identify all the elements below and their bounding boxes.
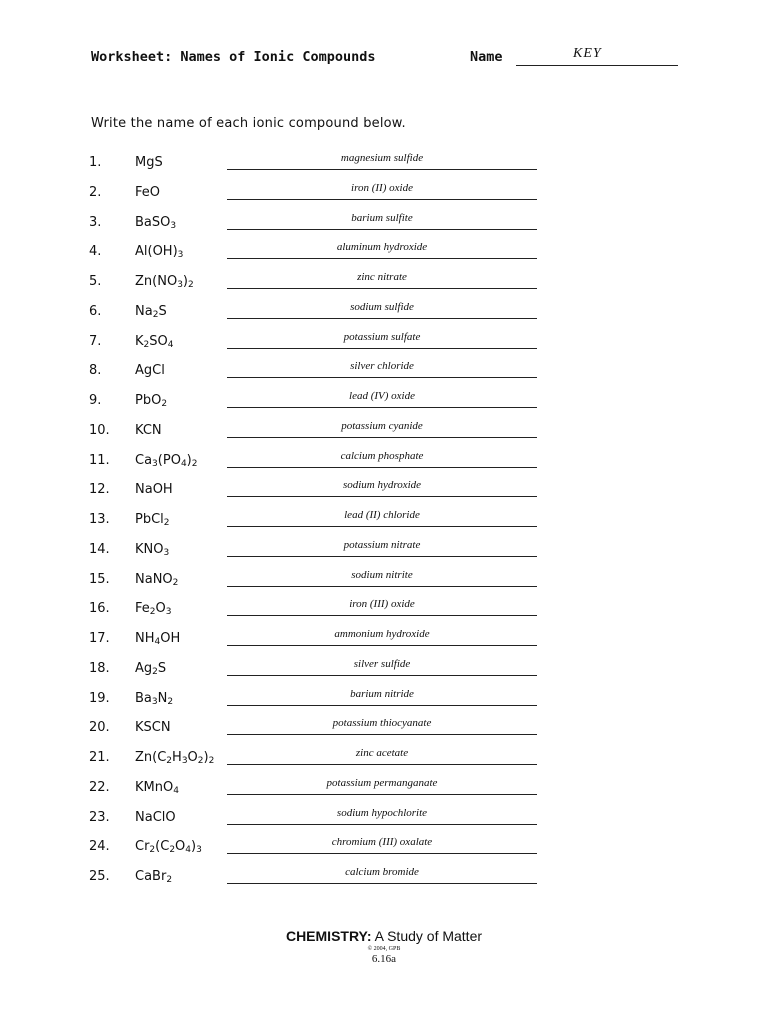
list-item [0, 745, 768, 775]
answer-line [227, 318, 537, 319]
list-item [0, 358, 768, 388]
item-formula: CaBr$_2$ [135, 869, 173, 885]
item-answer: potassium nitrate [343, 538, 421, 551]
item-number: 18. [89, 660, 110, 676]
item-number: 12. [89, 482, 110, 498]
item-answer: lead (II) chloride [344, 509, 420, 521]
item-number: 23. [89, 809, 110, 825]
item-number: 8. [89, 363, 102, 379]
item-formula: KMnO$_4$ [135, 779, 179, 796]
item-answer: silver sulfide [353, 657, 411, 670]
list-item [0, 537, 768, 567]
item-formula: $Ag_2S$ [135, 660, 167, 677]
item-formula: MgS [135, 155, 163, 170]
item-answer: potassium permanganate [326, 776, 438, 789]
item-formula: $Na_2S$ [135, 303, 167, 320]
item-number: 2. [89, 184, 102, 200]
list-item [0, 388, 768, 418]
answer-line [227, 496, 537, 497]
list-item [0, 299, 768, 329]
item-number: 21. [89, 750, 110, 765]
item-formula: $NH_4OH$ [135, 631, 181, 647]
list-item [0, 477, 768, 507]
item-number: 17. [89, 631, 110, 646]
list-item [0, 775, 768, 805]
item-formula: $Ca_3(PO_4)_2$ [135, 452, 198, 469]
item-answer: iron (III) oxide [349, 598, 415, 611]
item-answer: sodium hypochlorite [336, 806, 428, 819]
answer-line [227, 824, 537, 825]
answer-line [227, 883, 537, 884]
item-answer: aluminum hydroxide [336, 241, 428, 254]
answer-line [227, 526, 537, 527]
list-item [0, 567, 768, 597]
item-number: 13. [89, 512, 110, 527]
answer-line [227, 467, 537, 468]
list-item [0, 834, 768, 864]
item-number: 6. [89, 303, 102, 319]
compound-list [0, 150, 768, 894]
list-item [0, 448, 768, 478]
item-answer: zinc nitrate [357, 271, 407, 283]
item-answer: potassium thiocyanate [332, 717, 432, 730]
item-formula: KSCN [135, 720, 171, 736]
answer-line [227, 377, 537, 378]
item-formula: NaClO [135, 809, 176, 825]
item-formula: $Cr_2(C_2O_4)_3$ [135, 839, 202, 856]
answer-line [227, 169, 537, 170]
item-answer: potassium sulfate [343, 330, 421, 343]
item-number: 3. [89, 214, 102, 230]
item-number: 9. [89, 393, 102, 408]
item-formula: KCN [135, 422, 162, 438]
item-number: 5. [89, 274, 102, 289]
item-answer: barium nitride [350, 687, 414, 700]
item-number: 14. [89, 541, 110, 557]
list-item [0, 180, 768, 210]
list-item [0, 656, 768, 686]
item-answer: sodium sulfide [350, 300, 414, 313]
list-item [0, 596, 768, 626]
worksheet-title: Worksheet: Names of Ionic Compounds [91, 49, 376, 65]
answer-line [227, 675, 537, 676]
name-underline [516, 65, 678, 66]
brand-bold: CHEMISTRY: [285, 928, 372, 944]
list-item [0, 239, 768, 269]
item-formula: FeO [135, 184, 160, 200]
item-number: 20. [89, 720, 110, 736]
answer-line [227, 794, 537, 795]
item-answer: chromium (III) oxalate [331, 836, 433, 849]
item-answer: lead (IV) oxide [349, 390, 415, 402]
answer-line [227, 705, 537, 706]
item-formula: $K_2SO_4$ [135, 333, 174, 350]
item-formula: $Al(OH)_3$ [135, 244, 184, 261]
list-item [0, 715, 768, 745]
answer-line [227, 734, 537, 735]
list-item [0, 150, 768, 180]
footer [0, 928, 768, 965]
name-label: Name [470, 49, 503, 65]
item-answer: calcium bromide [345, 866, 419, 878]
item-number: 19. [89, 690, 110, 706]
answer-line [227, 348, 537, 349]
item-formula: PbCl$_2$ [135, 512, 170, 528]
item-number: 16. [89, 601, 110, 617]
item-formula: NaOH [135, 482, 173, 498]
item-answer: calcium phosphate [340, 449, 424, 462]
answer-line [227, 437, 537, 438]
item-formula: $Fe_2O_3$ [135, 601, 172, 618]
item-number: 7. [89, 333, 102, 349]
list-item [0, 805, 768, 835]
item-answer: zinc acetate [355, 747, 409, 759]
list-item [0, 329, 768, 359]
item-number: 11. [89, 452, 110, 468]
answer-line [227, 407, 537, 408]
answer-line [227, 615, 537, 616]
item-number: 25. [89, 869, 110, 884]
item-number: 10. [89, 422, 110, 438]
answer-line [227, 586, 537, 587]
item-formula: PbO$_2$ [135, 393, 168, 409]
answer-line [227, 556, 537, 557]
copyright: © 2004, GPB [367, 946, 401, 952]
item-answer: sodium hydroxide [342, 479, 422, 492]
instructions: Write the name of each ionic compound below. [91, 116, 406, 131]
item-formula: BaSO$_3$ [135, 214, 177, 231]
item-answer: sodium nitrite [351, 568, 413, 581]
item-number: 15. [89, 571, 110, 587]
item-formula: $KNO_3$ [135, 541, 170, 558]
item-number: 22. [89, 779, 110, 795]
item-formula: NaNO$_2$ [135, 571, 179, 588]
footer-brand [0, 928, 768, 944]
answer-line [227, 764, 537, 765]
list-item [0, 864, 768, 894]
item-number: 1. [89, 155, 102, 170]
item-answer: barium sulfite [351, 211, 413, 224]
answer-line [227, 853, 537, 854]
worksheet-header [91, 46, 691, 71]
list-item [0, 686, 768, 716]
brand-rest: A Study of Matter [371, 928, 483, 944]
item-formula: $Zn(C_2H_3O_2)_2$ [135, 750, 215, 766]
list-item [0, 418, 768, 448]
item-formula: AgCl [135, 363, 165, 379]
item-answer: potassium cyanide [341, 419, 423, 432]
item-number: 4. [89, 244, 102, 260]
list-item [0, 269, 768, 299]
answer-line [227, 288, 537, 289]
answer-line [227, 645, 537, 646]
item-answer: silver chloride [350, 360, 414, 373]
item-answer: iron (II) oxide [351, 181, 413, 194]
page-number: 6.16a [371, 953, 397, 965]
item-answer: ammonium hydroxide [334, 628, 430, 640]
item-answer: magnesium sulfide [340, 152, 424, 164]
answer-line [227, 199, 537, 200]
answer-line [227, 258, 537, 259]
item-number: 24. [89, 839, 110, 855]
list-item [0, 507, 768, 537]
list-item [0, 210, 768, 240]
answer-line [227, 229, 537, 230]
list-item [0, 626, 768, 656]
name-value: KEY [573, 46, 602, 61]
item-formula: $Zn(NO_3)_2$ [135, 274, 194, 290]
item-formula: $Ba_3N_2$ [135, 690, 174, 707]
